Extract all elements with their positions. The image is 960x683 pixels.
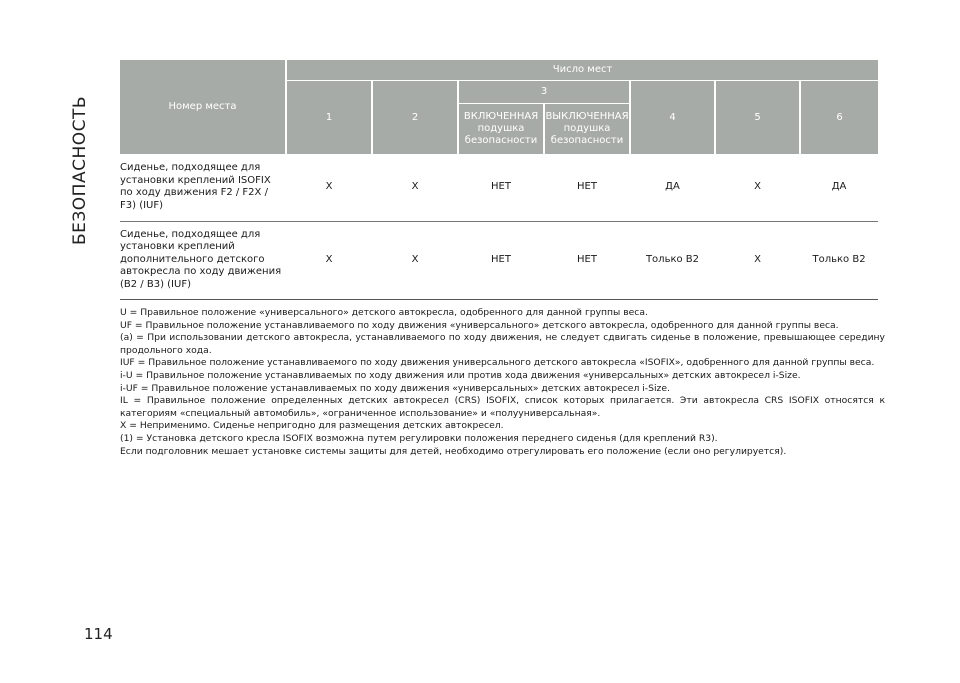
- col-header-5: 5: [715, 81, 800, 155]
- seat3-airbag-on-header: ВКЛЮЧЕННАЯ подушка безопасности: [458, 104, 544, 155]
- note-1: (1) = Установка детского кресла ISOFIX возможна путем регулировки положения переднего сиденья (для креплений R3).: [120, 432, 718, 444]
- cell-seat-6: ДА: [800, 154, 878, 221]
- page-number: 114: [84, 625, 113, 643]
- cell-seat-3-airbag-off: НЕТ: [544, 221, 630, 299]
- cell-seat-1: X: [286, 154, 372, 221]
- note-a: (a) = При использовании детского автокресла, устанавливаемого по ходу движения, не следует сдвигать сиденье в положение, превышающее середину продольного хода.: [120, 332, 885, 356]
- cell-seat-4: Только B2: [630, 221, 715, 299]
- cell-seat-4: ДА: [630, 154, 715, 221]
- col-header-2: 2: [372, 81, 458, 155]
- cell-seat-2: X: [372, 154, 458, 221]
- note-headrest: Если подголовник мешает установке системы защиты для детей, необходимо отрегулировать его положение (если оно регулируется).: [120, 445, 787, 457]
- cell-seat-1: X: [286, 221, 372, 299]
- note-x: X = Неприменимо. Сиденье непригодно для размещения детских автокресел.: [120, 420, 504, 432]
- row-label: Сиденье, подходящее для установки креплений ISOFIX по ходу движения F2 / F2X / F3) (IUF): [120, 154, 286, 221]
- col-header-6: 6: [800, 81, 878, 155]
- cell-seat-2: X: [372, 221, 458, 299]
- cell-seat-3-airbag-on: НЕТ: [458, 221, 544, 299]
- note-il: IL = Правильное положение определенных детских автокресел (CRS) ISOFIX, список которых прилагается. Эти автокресла CRS ISOFIX относятся к категориям «специальный автомобиль», «ограниченное использование» и «полууниверсальная».: [120, 395, 885, 419]
- note-uf: UF = Правильное положение устанавливаемого по ходу движения «универсального» детского автокресла, одобренного для данной группы веса.: [120, 319, 839, 331]
- row-label: Сиденье, подходящее для установки креплений дополнительного детского автокресла по ходу движения (B2 / B3) (IUF): [120, 221, 286, 299]
- note-u: U = Правильное положение «универсального» детского автокресла, одобренного для данной группы веса.: [120, 307, 648, 318]
- legend-notes: [120, 307, 885, 458]
- child-seat-table: [120, 60, 878, 300]
- number-of-seats-header: Число мест: [286, 60, 878, 81]
- col-header-4: 4: [630, 81, 715, 155]
- table-row: [120, 221, 878, 299]
- side-section-title: БЕЗОПАСНОСТЬ: [70, 95, 90, 245]
- cell-seat-3-airbag-off: НЕТ: [544, 154, 630, 221]
- cell-seat-5: X: [715, 154, 800, 221]
- cell-seat-6: Только B2: [800, 221, 878, 299]
- seat-number-header: Номер места: [120, 60, 286, 154]
- note-i-uf: i-UF = Правильное положение устанавливаемых по ходу движения «универсальных» детских автокресел i-Size.: [120, 382, 670, 394]
- note-iuf: IUF = Правильное положение устанавливаемого по ходу движения универсального детского автокресла «ISOFIX», одобренного для данной группы веса.: [120, 357, 875, 369]
- col-header-1: 1: [286, 81, 372, 155]
- note-i-u: i-U = Правильное положение устанавливаемых по ходу движения или против хода движения «универсальных» детских автокресел i-Size.: [120, 369, 801, 381]
- col-header-3: 3: [458, 81, 630, 104]
- table-row: [120, 154, 878, 221]
- cell-seat-5: X: [715, 221, 800, 299]
- cell-seat-3-airbag-on: НЕТ: [458, 154, 544, 221]
- seat3-airbag-off-header: ВЫКЛЮЧЕННАЯ подушка безопасности: [544, 104, 630, 155]
